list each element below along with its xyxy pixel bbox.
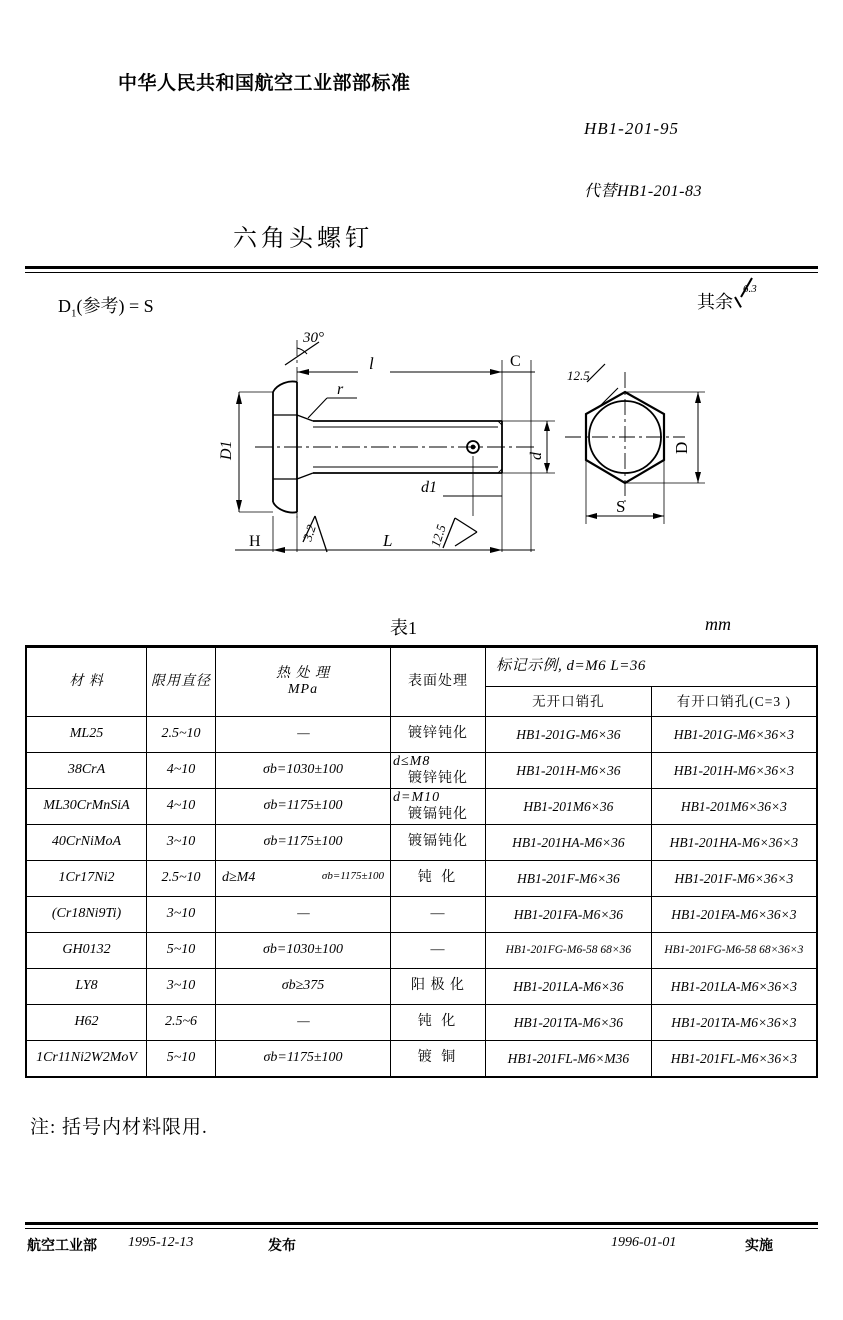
table-unit-label: mm <box>705 614 731 634</box>
cell-surface: 镀 铜 <box>391 1041 486 1078</box>
cell-heat: σb=1030±100 <box>216 933 391 969</box>
page-title: 六角头螺钉 <box>233 226 373 252</box>
cell-heat: σb≥375 <box>216 969 391 1005</box>
cell-material: H62 <box>26 1005 147 1041</box>
cell-mark-with-pin: HB1-201HA-M6×36×3 <box>651 825 817 861</box>
cell-material: (Cr18Ni9Ti) <box>26 897 147 933</box>
table-row <box>26 789 817 825</box>
table-row <box>26 825 817 861</box>
table-header <box>26 647 817 717</box>
header-rule-thick <box>25 266 818 269</box>
surface-roughness-note <box>697 283 763 314</box>
reference-note-d1 <box>58 292 154 320</box>
header-heat-treatment <box>216 647 391 717</box>
table-row <box>26 717 817 753</box>
cell-surface-value: 镀锌钝化 <box>408 770 468 786</box>
label-roughness-12-5-shank: 12.5 <box>427 522 449 549</box>
cell-surface: 阳 极 化 <box>391 969 486 1005</box>
label-thread-length-l: l <box>369 354 374 373</box>
cell-material: ML25 <box>26 717 147 753</box>
cell-mark-no-pin: HB1-201H-M6×36 <box>486 753 652 789</box>
cell-surface-value: 镀镉钝化 <box>408 806 468 822</box>
table-row <box>26 753 817 789</box>
cell-surface <box>391 753 486 789</box>
cell-diameter: 3~10 <box>147 825 216 861</box>
table-caption: 表1 <box>390 618 417 638</box>
footer-publish-date: 1995-12-13 <box>128 1235 194 1250</box>
table-note: 注: 括号内材料限用. <box>30 1117 208 1138</box>
cell-material: GH0132 <box>26 933 147 969</box>
cell-diameter: 5~10 <box>147 933 216 969</box>
table-row <box>26 933 817 969</box>
roughness-value: 6.3 <box>743 283 757 295</box>
label-chamfer-c: C <box>510 353 521 370</box>
cell-mark-no-pin: HB1-201FG-M6-58 68×36 <box>486 933 652 969</box>
table-row <box>26 861 817 897</box>
header-heat-treatment-unit: MPa <box>287 682 319 697</box>
cell-heat <box>216 861 391 897</box>
table-row <box>26 897 817 933</box>
cell-surface <box>391 789 486 825</box>
cell-material: 40CrNiMoA <box>26 825 147 861</box>
label-roughness-12-5-hex: 12.5 <box>567 368 590 383</box>
header-marking-example: 标记示例, d=M6 L=36 <box>486 647 818 687</box>
cell-heat: — <box>216 1005 391 1041</box>
label-shank-diameter-d: d <box>528 452 545 460</box>
cell-heat: σb=1175±100 <box>216 825 391 861</box>
cell-diameter: 2.5~6 <box>147 1005 216 1041</box>
note-d1-symbol: D <box>58 296 71 316</box>
cell-material: 1Cr17Ni2 <box>26 861 147 897</box>
label-total-length-l: L <box>383 531 393 550</box>
label-pin-hole-diameter-d1: d1 <box>421 479 437 496</box>
cell-mark-no-pin: HB1-201M6×36 <box>486 789 652 825</box>
header-with-pin-hole: 有开口销孔(C=3 ) <box>651 687 817 717</box>
footer-publish-label: 发布 <box>268 1237 296 1253</box>
cell-heat: σb=1175±100 <box>216 1041 391 1078</box>
label-head-diameter-d1: D1 <box>218 440 235 460</box>
cell-mark-with-pin: HB1-201FL-M6×36×3 <box>651 1041 817 1078</box>
cell-mark-with-pin: HB1-201M6×36×3 <box>651 789 817 825</box>
cell-mark-with-pin: HB1-201FA-M6×36×3 <box>651 897 817 933</box>
standard-organization-title: 中华人民共和国航空工业部部标准 <box>118 73 411 94</box>
cell-mark-with-pin: HB1-201H-M6×36×3 <box>651 753 817 789</box>
cell-diameter: 3~10 <box>147 969 216 1005</box>
cell-mark-no-pin: HB1-201TA-M6×36 <box>486 1005 652 1041</box>
standard-code: HB1-201-95 <box>584 119 679 138</box>
header-heat-treatment-label: 热 处 理 <box>276 665 330 681</box>
cell-mark-no-pin: HB1-201G-M6×36 <box>486 717 652 753</box>
cell-heat-value: σb=1175±100 <box>321 870 384 883</box>
cell-mark-no-pin: HB1-201FL-M6×M36 <box>486 1041 652 1078</box>
cell-mark-with-pin: HB1-201F-M6×36×3 <box>651 861 817 897</box>
cell-material: 1Cr11Ni2W2MoV <box>26 1041 147 1078</box>
label-radius-r: r <box>337 381 344 398</box>
cell-mark-with-pin: HB1-201TA-M6×36×3 <box>651 1005 817 1041</box>
table-row <box>26 1005 817 1041</box>
cell-heat: σb=1175±100 <box>216 789 391 825</box>
label-roughness-3-2: 3.2 <box>299 522 319 543</box>
cell-surface: — <box>391 897 486 933</box>
cell-surface-condition: d=M10 <box>393 790 441 806</box>
footer-organization: 航空工业部 <box>27 1237 97 1253</box>
note-d1-subscript: 1 <box>71 307 77 320</box>
cell-diameter: 5~10 <box>147 1041 216 1078</box>
cell-surface: 镀锌钝化 <box>391 717 486 753</box>
cell-mark-with-pin: HB1-201G-M6×36×3 <box>651 717 817 753</box>
header-rule-thin <box>25 272 818 273</box>
standard-replaces: 代替HB1-201-83 <box>584 183 702 200</box>
cell-surface: 钝 化 <box>391 1005 486 1041</box>
cell-mark-no-pin: HB1-201LA-M6×36 <box>486 969 652 1005</box>
header-diameter-limit: 限用直径 <box>147 647 216 717</box>
cell-surface: 钝 化 <box>391 861 486 897</box>
cell-diameter: 2.5~10 <box>147 861 216 897</box>
cell-surface-condition: d≤M8 <box>393 754 431 770</box>
cell-heat-condition: d≥M4 <box>222 870 256 886</box>
cell-mark-no-pin: HB1-201F-M6×36 <box>486 861 652 897</box>
hex-head-screw-drawing <box>215 320 735 570</box>
surface-roughness-label: 其余 <box>697 292 733 312</box>
header-material: 材 料 <box>26 647 147 717</box>
cell-heat: — <box>216 897 391 933</box>
table-header-row-1 <box>26 647 817 687</box>
label-across-flats-s: S <box>616 497 626 516</box>
footer-effective-date: 1996-01-01 <box>611 1235 677 1250</box>
cell-material: 38CrA <box>26 753 147 789</box>
table-row <box>26 1041 817 1078</box>
cell-surface: 镀镉钝化 <box>391 825 486 861</box>
cell-surface: — <box>391 933 486 969</box>
header-no-pin-hole: 无开口销孔 <box>486 687 652 717</box>
cell-diameter: 3~10 <box>147 897 216 933</box>
cell-mark-no-pin: HB1-201HA-M6×36 <box>486 825 652 861</box>
cell-heat-split <box>218 870 388 886</box>
table-row <box>26 969 817 1005</box>
cell-heat: σb=1030±100 <box>216 753 391 789</box>
label-angle-30deg: 30° <box>303 330 324 346</box>
table-body <box>26 717 817 1078</box>
cell-material: ML30CrMnSiA <box>26 789 147 825</box>
note-d1-text: (参考) = S <box>76 296 154 316</box>
cell-diameter: 2.5~10 <box>147 717 216 753</box>
label-head-height-h: H <box>249 533 261 550</box>
cell-heat: — <box>216 717 391 753</box>
materials-table <box>25 645 818 1078</box>
header-surface-treatment: 表面处理 <box>391 647 486 717</box>
footer-rule-thin <box>25 1228 818 1229</box>
cell-diameter: 4~10 <box>147 753 216 789</box>
cell-material: LY8 <box>26 969 147 1005</box>
cell-mark-with-pin: HB1-201LA-M6×36×3 <box>651 969 817 1005</box>
footer-rule-thick <box>25 1222 818 1225</box>
roughness-check-icon <box>733 283 763 312</box>
cell-diameter: 4~10 <box>147 789 216 825</box>
cell-mark-no-pin: HB1-201FA-M6×36 <box>486 897 652 933</box>
label-across-corners-d: D <box>672 441 691 454</box>
cell-mark-with-pin: HB1-201FG-M6-58 68×36×3 <box>651 933 817 969</box>
footer-effective-label: 实施 <box>745 1237 773 1253</box>
